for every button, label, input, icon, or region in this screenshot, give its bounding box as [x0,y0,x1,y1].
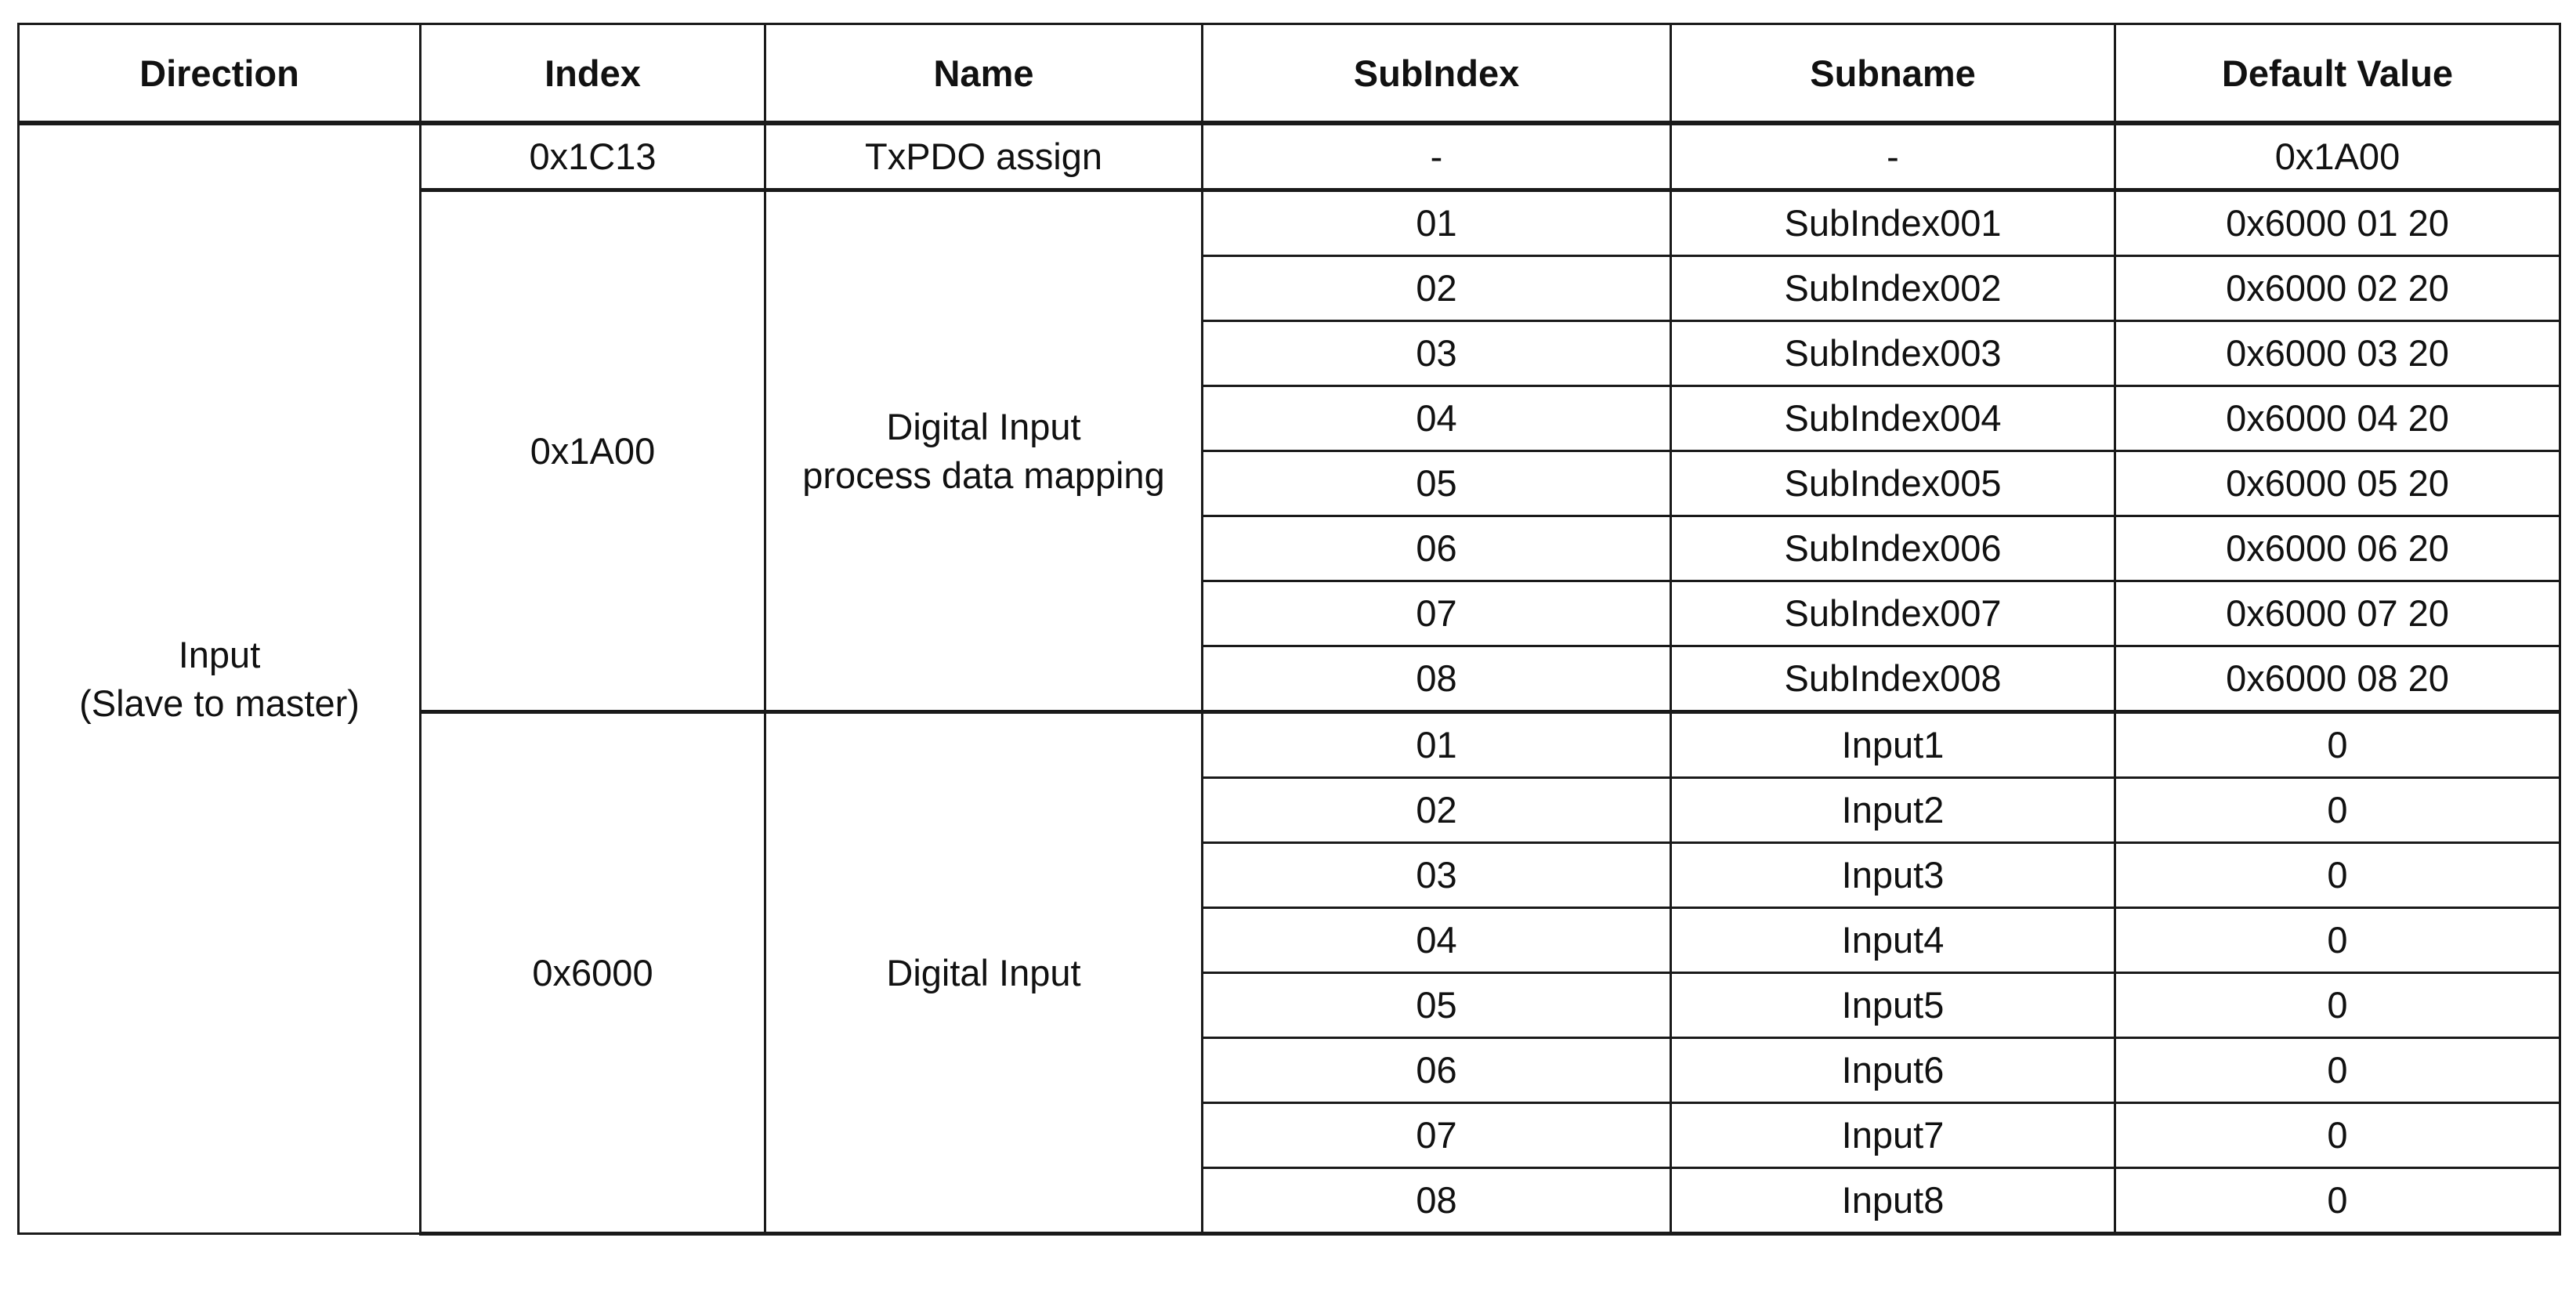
name-cell-line2: process data mapping [802,454,1165,496]
default-value-cell: 0 [2115,908,2560,973]
pdo-mapping-table [17,23,2561,1236]
name-cell [765,123,1203,190]
subindex-cell: 08 [1203,1168,1671,1234]
subindex-cell: 03 [1203,321,1671,386]
subname-cell: Input5 [1671,973,2115,1038]
default-value-cell: 0x6000 08 20 [2115,646,2560,712]
subname-cell: Input7 [1671,1103,2115,1168]
subindex-cell: 02 [1203,256,1671,321]
subindex-cell: 01 [1203,712,1671,778]
default-value-cell: 0x1A00 [2115,123,2560,190]
default-value-cell: 0x6000 01 20 [2115,190,2560,256]
subname-cell: SubIndex006 [1671,516,2115,581]
subindex-cell: 07 [1203,581,1671,646]
subname-cell: SubIndex002 [1671,256,2115,321]
index-cell: 0x6000 [421,712,765,1234]
index-cell: 0x1A00 [421,190,765,712]
header-name: Name [765,24,1203,124]
name-cell-line1: TxPDO assign [865,136,1102,178]
subname-cell: - [1671,123,2115,190]
subname-cell: SubIndex007 [1671,581,2115,646]
subname-cell: Input4 [1671,908,2115,973]
default-value-cell: 0 [2115,973,2560,1038]
subname-cell: Input2 [1671,778,2115,843]
default-value-cell: 0x6000 06 20 [2115,516,2560,581]
header-subindex: SubIndex [1203,24,1671,124]
default-value-cell: 0 [2115,843,2560,908]
subname-cell: SubIndex005 [1671,451,2115,516]
subindex-cell: 06 [1203,1038,1671,1103]
subindex-cell: 04 [1203,908,1671,973]
header-direction: Direction [19,24,421,124]
table-body [19,123,2560,1234]
header-index: Index [421,24,765,124]
default-value-cell: 0x6000 03 20 [2115,321,2560,386]
subname-cell: SubIndex001 [1671,190,2115,256]
default-value-cell: 0x6000 04 20 [2115,386,2560,451]
subindex-cell: 08 [1203,646,1671,712]
subindex-cell: 07 [1203,1103,1671,1168]
direction-cell [19,123,421,1234]
subname-cell: SubIndex008 [1671,646,2115,712]
name-cell-line1: Digital Input [886,406,1081,448]
name-cell [765,712,1203,1234]
subname-cell: Input8 [1671,1168,2115,1234]
name-cell [765,190,1203,712]
subindex-cell: 05 [1203,973,1671,1038]
subindex-cell: 04 [1203,386,1671,451]
subname-cell: Input6 [1671,1038,2115,1103]
default-value-cell: 0x6000 02 20 [2115,256,2560,321]
subname-cell: SubIndex004 [1671,386,2115,451]
default-value-cell: 0x6000 05 20 [2115,451,2560,516]
header-row [19,24,2560,124]
subname-cell: Input3 [1671,843,2115,908]
default-value-cell: 0 [2115,712,2560,778]
default-value-cell: 0 [2115,1038,2560,1103]
subname-cell: SubIndex003 [1671,321,2115,386]
index-cell: 0x1C13 [421,123,765,190]
subindex-cell: 02 [1203,778,1671,843]
header-default-value: Default Value [2115,24,2560,124]
default-value-cell: 0 [2115,1103,2560,1168]
direction-cell-line2: (Slave to master) [79,682,360,724]
default-value-cell: 0 [2115,778,2560,843]
subindex-cell: 03 [1203,843,1671,908]
subindex-cell: 05 [1203,451,1671,516]
subname-cell: Input1 [1671,712,2115,778]
table-row [19,123,2560,190]
header-subname: Subname [1671,24,2115,124]
name-cell-line1: Digital Input [886,951,1081,993]
subindex-cell: - [1203,123,1671,190]
default-value-cell: 0 [2115,1168,2560,1234]
subindex-cell: 01 [1203,190,1671,256]
direction-cell-line1: Input [178,634,261,676]
subindex-cell: 06 [1203,516,1671,581]
default-value-cell: 0x6000 07 20 [2115,581,2560,646]
